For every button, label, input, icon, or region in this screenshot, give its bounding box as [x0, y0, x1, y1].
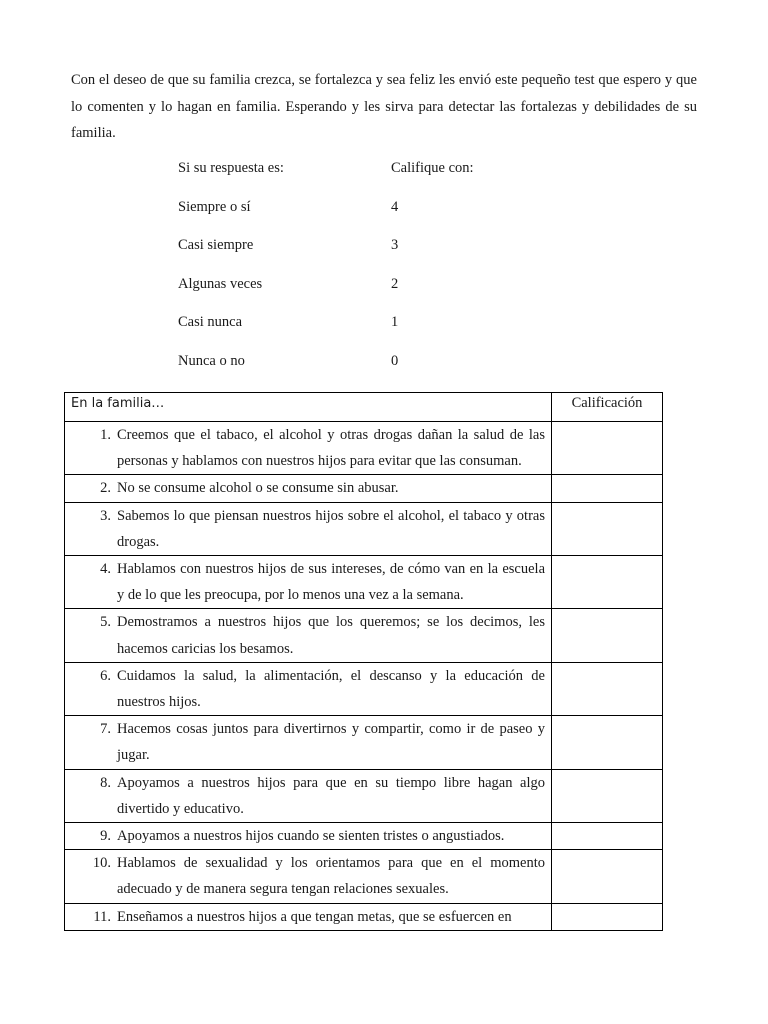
- question-cell: [65, 903, 552, 930]
- score-input-cell[interactable]: [552, 556, 663, 609]
- intro-paragraph: Con el deseo de que su familia crezca, se fortalezca y sea feliz les envió este pequeño test que espero y que lo comenten y lo hagan en familia. Esperando y les sirva para detectar las fortalezas y debilidades de su familia.: [71, 72, 697, 141]
- table-row: [65, 609, 663, 662]
- question-number: 10.: [92, 855, 111, 872]
- score-input-cell[interactable]: [552, 422, 663, 475]
- scale-score: 2: [391, 275, 399, 292]
- score-input-cell[interactable]: [552, 823, 663, 850]
- score-input-cell[interactable]: [552, 475, 663, 502]
- question-number: 11.: [93, 908, 111, 925]
- question-text: Demostramos a nuestros hijos que los queremos; se los decimos, les hacemos caricias los besamos.: [117, 614, 545, 657]
- score-input-cell[interactable]: [552, 850, 663, 903]
- scale-row: [178, 314, 598, 353]
- scale-answer: Algunas veces: [178, 275, 263, 292]
- score-input-cell[interactable]: [552, 769, 663, 822]
- question-text: Enseñamos a nuestros hijos a que tengan metas, que se esfuercen en: [117, 908, 512, 925]
- question-text: Apoyamos a nuestros hijos para que en su tiempo libre hagan algo divertido y educativo.: [117, 774, 545, 817]
- scale-row: [178, 353, 598, 392]
- question-number: 1.: [100, 427, 111, 443]
- table-row: [65, 502, 663, 555]
- question-text: Sabemos lo que piensan nuestros hijos sobre el alcohol, el tabaco y otras drogas.: [117, 507, 545, 550]
- scale-header: [178, 160, 598, 199]
- scale-score: 3: [391, 237, 399, 254]
- table-row: [65, 475, 663, 502]
- question-cell: [65, 716, 552, 769]
- question-number: 9.: [100, 828, 111, 845]
- scale-answer: Nunca o no: [178, 352, 245, 369]
- scale-answer: Siempre o sí: [178, 198, 251, 215]
- table-row: [65, 850, 663, 903]
- question-text: Creemos que el tabaco, el alcohol y otras drogas dañan la salud de las personas y hablamos con nuestros hijos para evitar que las consuman.: [117, 427, 545, 470]
- question-cell: [65, 556, 552, 609]
- table-header-score: Calificación: [552, 393, 663, 422]
- scale-answer: Casi siempre: [178, 237, 254, 254]
- table-header-row: [65, 393, 663, 422]
- score-input-cell[interactable]: [552, 502, 663, 555]
- table-header-statement: [65, 393, 552, 422]
- table-row: [65, 769, 663, 822]
- table-row: [65, 823, 663, 850]
- scale-row: [178, 276, 598, 315]
- question-text: Hacemos cosas juntos para divertirnos y compartir, como ir de paseo y jugar.: [117, 721, 545, 764]
- score-input-cell[interactable]: [552, 716, 663, 769]
- family-survey-table: [64, 392, 663, 931]
- question-number: 5.: [100, 614, 111, 631]
- scale-score: 1: [391, 314, 399, 331]
- question-cell: [65, 662, 552, 715]
- question-cell: [65, 769, 552, 822]
- question-text: Cuidamos la salud, la alimentación, el descanso y la educación de nuestros hijos.: [117, 667, 545, 711]
- score-input-cell[interactable]: [552, 609, 663, 662]
- question-number: 3.: [100, 507, 111, 524]
- question-text: Hablamos con nuestros hijos de sus intereses, de cómo van en la escuela y de lo que les preocupa, por lo menos una vez a la semana.: [117, 561, 545, 604]
- scale-score: 0: [391, 352, 399, 369]
- question-cell: [65, 609, 552, 662]
- question-number: 6.: [100, 667, 111, 684]
- question-text: Hablamos de sexualidad y los orientamos para que en el momento adecuado y de manera segura tengan relaciones sexuales.: [117, 855, 545, 898]
- scale-header-score: Califique con:: [391, 160, 474, 176]
- scale-answer: Casi nunca: [178, 314, 243, 331]
- table-row: [65, 662, 663, 715]
- question-text: No se consume alcohol o se consume sin abusar.: [117, 480, 399, 497]
- scale-row: [178, 237, 598, 276]
- table-row: [65, 422, 663, 475]
- table-row: [65, 903, 663, 930]
- question-cell: [65, 475, 552, 502]
- question-cell: [65, 850, 552, 903]
- scale-header-answer: Si su respuesta es:: [178, 160, 284, 176]
- question-number: 8.: [100, 774, 111, 791]
- scale-row: [178, 199, 598, 238]
- question-number: 2.: [100, 480, 111, 497]
- question-number: 4.: [100, 561, 111, 578]
- score-input-cell[interactable]: [552, 903, 663, 930]
- scale-score: 4: [391, 198, 399, 215]
- table-header-statement-text: En la familia…: [71, 396, 165, 411]
- table-row: [65, 716, 663, 769]
- question-cell: [65, 823, 552, 850]
- score-input-cell[interactable]: [552, 662, 663, 715]
- question-cell: [65, 422, 552, 475]
- rating-scale: [178, 160, 598, 392]
- question-number: 7.: [100, 721, 111, 738]
- question-text: Apoyamos a nuestros hijos cuando se sienten tristes o angustiados.: [117, 828, 505, 845]
- question-cell: [65, 502, 552, 555]
- table-row: [65, 556, 663, 609]
